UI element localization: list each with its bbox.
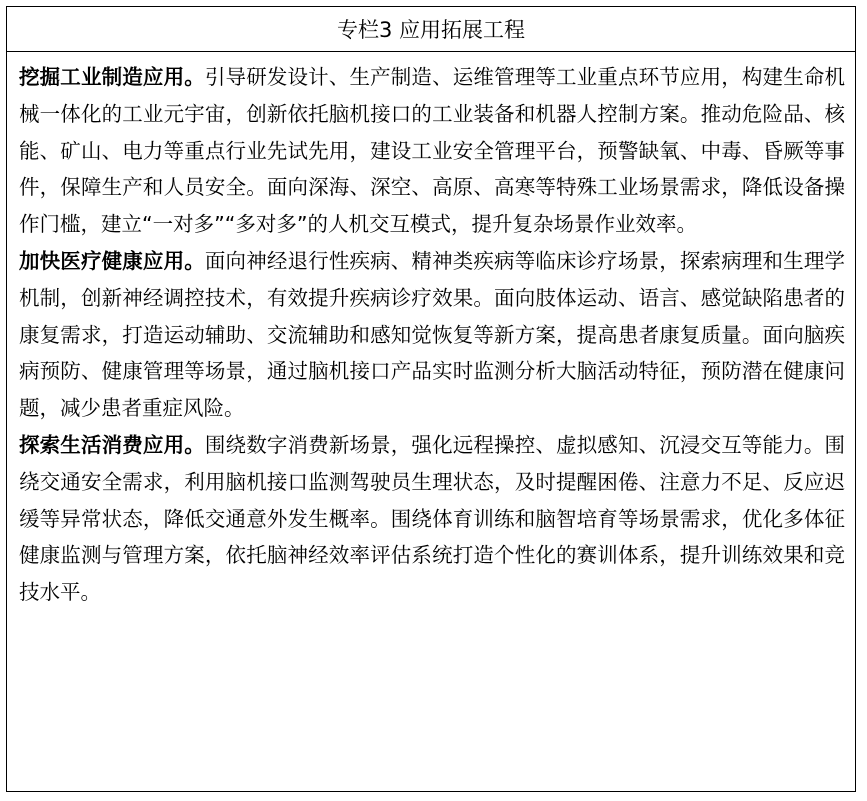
section-medical [19,243,845,427]
section-industrial [19,59,845,243]
section-heading: 挖掘工业制造应用。 [19,65,205,89]
section-consumer [19,427,845,611]
section-heading: 加快医疗健康应用。 [19,248,205,273]
section-body: 引导研发设计、生产制造、运维管理等工业重点环节应用，构建生命机械一体化的工业元宇宙，创新依托脑机接口的工业装备和机器人控制方案。推动危险品、核能、矿山、电力等重点行业先试先用，建设工业安全管理平台，预警缺氧、中毒、昏厥等事件，保障生产和人员安全。面向深海、深空、高原、高寒等特殊工业场景需求，降低设备操作门槛，建立“一对多”“多对多”的人机交互模式，提升复杂场景作业效率。 [19,65,846,237]
column-box [6,6,856,792]
box-title: 专栏3 应用拓展工程 [7,7,855,52]
section-body: 面向神经退行性疾病、精神类疾病等临床诊疗场景，探索病理和生理学机制，创新神经调控技术，有效提升疾病诊疗效果。面向肢体运动、语言、感觉缺陷患者的康复需求，打造运动辅助、交流辅助和感知觉恢复等新方案，提高患者康复质量。面向脑疾病预防、健康管理等场景，通过脑机接口产品实时监测分析大脑活动特征，预防潜在健康问题，减少患者重症风险。 [19,248,846,421]
section-heading: 探索生活消费应用。 [19,432,205,457]
section-body: 围绕数字消费新场景，强化远程操控、虚拟感知、沉浸交互等能力。围绕交通安全需求，利用脑机接口监测驾驶员生理状态，及时提醒困倦、注意力不足、反应迟缓等异常状态，降低交通意外发生概率。围绕体育训练和脑智培育等场景需求，优化多体征健康监测与管理方案，依托脑神经效率评估系统打造个性化的赛训体系，提升训练效果和竞技水平。 [19,432,846,605]
box-content [7,52,855,611]
